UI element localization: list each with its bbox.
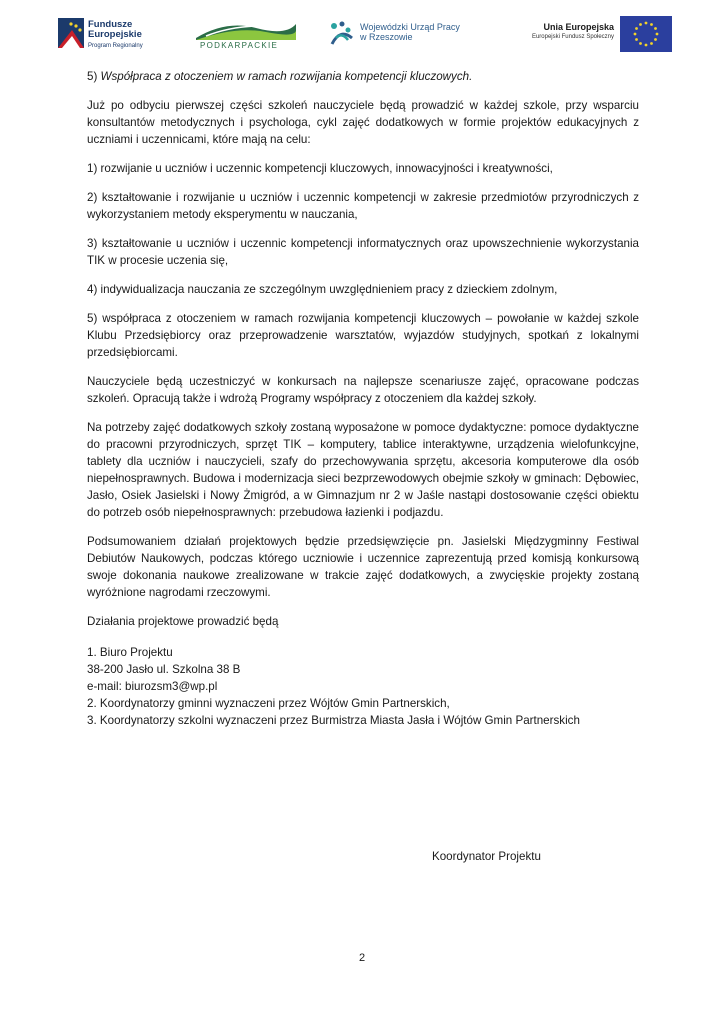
podkarpackie-text: PODKARPACKIE [200,41,279,50]
contact-line-2: 38-200 Jasło ul. Szkolna 38 B [87,663,241,676]
goal-2: 2) kształtowanie i rozwijanie u uczniów i uczennic kompetencji w zakresie przedmiotów przyrodniczych z wykorzystaniem metody eksperymentu w nauczania, [87,191,639,221]
wup-leaf-icon [326,18,356,48]
intro-paragraph: Już po odbyciu pierwszej części szkoleń nauczyciele będą prowadzić w każdej szkole, przy wsparciu konsultantów metodycznych i psychologa, cykl zajęć dodatkowych w formie projektów edukacyjnych z uczniami i uczennicami, które mają na celu: [87,99,639,146]
fundusze-europejskie-logo [56,14,174,58]
wup-line2: w Rzeszowie [360,32,413,42]
document-body [87,68,639,729]
item-5-heading: 5) Współpraca z otoczeniem w ramach rozwijania kompetencji kluczowych. [87,70,473,83]
contact-line-5: 3. Koordynatorzy szkolni wyznaczeni przez Burmistrza Miasta Jasła i Wójtów Gmin Partnerskich [87,714,580,727]
unia-europejska-logo [508,14,678,58]
eu-flag-icon [620,16,672,52]
contact-list [87,644,639,729]
ue-subtitle: Europejski Fundusz Społeczny [531,34,614,40]
contact-line-1: 1. Biuro Projektu [87,646,173,659]
fe-flag-icon [58,18,84,48]
podkarpackie-hills-icon [196,18,296,40]
goal-1: 1) rozwijanie u uczniów i uczennic kompetencji kluczowych, innowacyjności i kreatywności, [87,162,553,175]
goal-3: 3) kształtowanie u uczniów i uczennic kompetencji informatycznych oraz upowszechnienie wykorzystania TIK w procesie uczenia się, [87,237,639,267]
fe-subtitle: Program Regionalny [88,43,143,49]
contact-email: e-mail: biurozsm3@wp.pl [87,680,218,693]
signature-label: Koordynator Projektu [432,850,541,863]
lead-in-text: Działania projektowe prowadzić będą [87,615,279,628]
goal-4: 4) indywidualizacja nauczania ze szczególnym uwzględnieniem pracy z dzieckiem zdolnym, [87,283,558,296]
page-number: 2 [358,952,366,964]
ue-title: Unia Europejska [543,22,614,32]
contest-paragraph: Nauczyciele będą uczestniczyć w konkursach na najlepsze scenariusze zajęć, opracowane podczas szkoleń. Opracują także i wdrożą Programy współpracy z otoczeniem dla każdej szkoły. [87,375,639,405]
festival-paragraph: Podsumowaniem działań projektowych będzie przedsięwzięcie pn. Jasielski Międzygminny Festiwal Debiutów Naukowych, podczas którego uczniowie i uczennice zaprezentują przed komisją konkursową swoje dokonania naukowe zrealizowane w trakcie zajęć dodatkowych, a zwycięskie projekty zostaną wyróżnione nagrodami rzeczowymi. [87,535,639,599]
goal-5: 5) współpraca z otoczeniem w ramach rozwijania kompetencji kluczowych – powołanie w każdej szkole Klubu Przedsiębiorcy oraz przeprowadzenie warsztatów, wyjazdów studyjnych, spotkań z lokalnymi przedsiębiorcami. [87,312,639,359]
wup-rzeszow-logo [326,14,496,58]
fe-line1: Fundusze [88,19,133,30]
podkarpackie-logo [194,14,298,58]
item-5-italic: Współpraca z otoczeniem w ramach rozwijania kompetencji kluczowych. [100,70,473,83]
header-logos [56,14,676,58]
equipment-paragraph: Na potrzeby zajęć dodatkowych szkoły zostaną wyposażone w pomoce dydaktyczne: pomoce dydaktyczne do pracowni przyrodniczych, sprzęt TIK – komputery, tablice interaktywne, urządzenia wielofunkcyjne, tablety dla uczniów i nauczycieli, szafy do przechowywania sprzętu, akcesoria komputerowe dla osób niepełnosprawnych. Budowa i modernizacja sieci bezprzewodowych obejmie szkoły w gminach: Dębowiec, Jasło, Osiek Jasielski i Nowy Żmigród, a w Gimnazjum nr 2 w Jaśle nastąpi dostosowanie części obiektu do potrzeb osób niepełnosprawnych: przebudowa łazienki i podjazdu. [87,421,639,519]
contact-line-4: 2. Koordynatorzy gminni wyznaczeni przez Wójtów Gmin Partnerskich, [87,697,450,710]
wup-line1: Wojewódzki Urząd Pracy [360,22,460,32]
fe-line2: Europejskie [88,29,142,40]
